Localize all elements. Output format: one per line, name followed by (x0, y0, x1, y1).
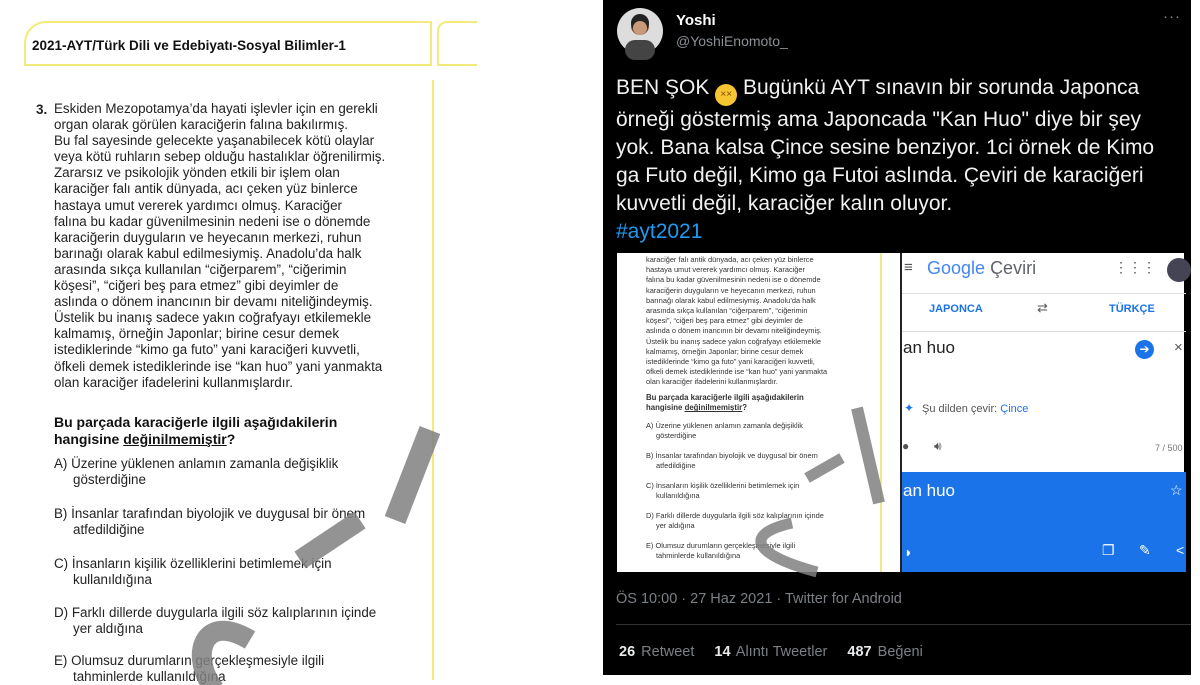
logo-text: Google (927, 258, 986, 278)
watermark (617, 253, 900, 572)
close-icon: × (1174, 339, 1183, 356)
passage-line: falına bu kadar güvenilmesinin nedeni ise o dönemde (646, 275, 821, 285)
media-option-text: atfedildiğine (656, 461, 696, 471)
avatar[interactable] (617, 8, 663, 54)
tweet-stats (619, 644, 939, 660)
arrow-right-icon: ➔ (1135, 340, 1154, 359)
passage-line: arasında sıkça kullanılan “ciğerparem”, “ciğerimin (54, 261, 347, 277)
microphone-icon: ● (902, 439, 910, 453)
option-text: kullanıldığına (73, 572, 152, 587)
passage-line: olan karaciğer ifadelerini kullanmışlardır. (54, 374, 293, 390)
tweet-text-span: Bugünkü AYT sınavın bir sorunda Japonca (737, 76, 1140, 99)
option-text: tahminlerde kullanıldığına (73, 669, 226, 684)
option-text: D) Farklı dillerde duygularla ilgili söz kalıplarının içinde (54, 605, 377, 620)
passage-line: kalmamış, örneğin Japonlar; birine cesur demek (54, 326, 340, 342)
option-text: E) Olumsuz durumların gerçekleşmesiyle ilgili (54, 653, 325, 668)
tweet-line: örneği göstermiş ama Japoncada "Kan Huo" diye bir şey (616, 108, 1142, 131)
tweet-line: kuvvetli değil, karaciğer kalın oluyor. (616, 192, 953, 215)
tweet-media-image[interactable] (617, 253, 1184, 572)
stat-label: Beğeni (877, 644, 923, 660)
passage-line: köşesi”, “ciğeri beş para etmez” gibi deyimler de (54, 278, 339, 294)
passage-line: Üstelik bu inanış sadece yakın coğrafyayı etkilemekle (54, 310, 372, 326)
passage-line: organ olarak görülen karaciğerin falına bakılırmış. (54, 117, 348, 133)
media-option-text: yer aldığına (656, 521, 695, 531)
tweet-line (616, 74, 1186, 106)
passage-line: karaciğer falı antik dünyada, acı çeken yüz binlerce (646, 255, 814, 264)
google-translate-logo (927, 258, 1036, 279)
passage-line: istediklerinde “kimo ga futo” yani karaciğeri kuvvetli, (54, 342, 360, 358)
apps-grid-icon: ⋮⋮⋮ (1114, 259, 1156, 275)
option-text: yer aldığına (73, 621, 143, 636)
passage-line: öfkeli demek istediklerinde ise “kan huo” yani yanmakta (646, 367, 828, 377)
passage-line: Zararsız ve psikolojik yönden etkili bir işlem olan (54, 165, 340, 181)
share-icon: < (1176, 542, 1185, 558)
option-text: B) İnsanlar tarafından biyolojik ve duygusal bir önem (54, 506, 366, 521)
option-text: A) Üzerine yüklenen anlamın zamanla değişiklik (54, 456, 339, 471)
stat-count: 487 (847, 644, 872, 660)
avatar (1167, 258, 1191, 282)
menu-icon: ≡ (904, 259, 913, 276)
passage-line: Üstelik bu inanış sadece yakın coğrafyayı etkilemekle (646, 336, 821, 346)
media-option-text: A) Üzerine yüklenen anlamın zamanla değişiklik (646, 421, 803, 430)
stat-label: Retweet (641, 644, 695, 660)
media-option-text: B) İnsanlar tarafından biyolojik ve duygusal bir önem (646, 451, 818, 460)
passage-line: aslında o dönem inancının bir devamı niteliğindeymiş. (54, 294, 373, 310)
passage-line: hastaya umut vererek yardımcı olmuş. Karaciğer (54, 197, 343, 213)
divider (902, 331, 1186, 332)
stem-line: Bu parçada karaciğerle ilgili aşağıdakilerin (54, 414, 338, 430)
passage-line: köşesi”, “ciğeri beş para etmez” gibi deyimler de (646, 316, 803, 326)
option-text: C) İnsanların kişilik özelliklerini betimlemek için (54, 556, 332, 571)
stat-count: 26 (619, 644, 636, 660)
question-number: 3. (36, 102, 48, 117)
stem-underlined: değinilmemiştir (123, 431, 227, 447)
product-name: Çeviri (990, 258, 1037, 278)
quote-tweet-count[interactable] (714, 644, 827, 660)
tweet-card (603, 0, 1191, 675)
exam-header-title: 2021-AYT/Türk Dili ve Edebiyatı-Sosyal Bilimler-1 (32, 38, 346, 53)
stem-text: hangisine (54, 431, 124, 447)
detect-language (922, 403, 1028, 415)
option-text: gösterdiğine (73, 472, 146, 487)
source-text: an huo (903, 338, 955, 357)
detect-lang: Çince (1000, 403, 1029, 415)
tweet-line: yok. Bana kalsa Çince sesine benziyor. 1ci örnek de Kimo (616, 136, 1155, 159)
option-text: atfedildiğine (73, 522, 145, 537)
like-count[interactable] (847, 644, 922, 660)
passage-line: falına bu kadar güvenilmesinin nedeni ise o dönemde (54, 213, 371, 229)
author-name[interactable]: Yoshi (676, 12, 716, 29)
passage-line: karaciğerin duyguların ve heyecanın merkezi, ruhun (646, 285, 816, 295)
source-language: JAPONCA (929, 303, 983, 315)
output-text: an huo (903, 481, 955, 500)
divider (616, 624, 1191, 625)
tweet-line: ga Futo değil, Kimo ga Futoi aslında. Çeviri de karaciğeri (616, 164, 1144, 187)
stem-text: ? (226, 431, 236, 447)
tweet-timestamp[interactable]: ÖS 10:00 · 27 Haz 2021 · Twitter for Android (616, 591, 902, 607)
media-option-text: tahminlerde kullanıldığına (656, 551, 741, 561)
passage-line: hastaya umut vererek yardımcı olmuş. Karaciğer (646, 265, 805, 275)
detect-label: Şu dilden çevir: (922, 403, 998, 415)
media-option-text: D) Farklı dillerde duygularla ilgili söz kalıplarının içinde (646, 511, 824, 520)
char-count: 7 / 500 (1155, 443, 1183, 453)
tweet-text-span: BEN ŞOK (616, 76, 710, 99)
passage-line: Eskiden Mezopotamya’da hayati işlevler için en gerekli (54, 101, 378, 116)
passage-line: kalmamış, örneğin Japonlar; birine cesur demek (646, 346, 804, 356)
passage-line: istediklerinde “kimo ga futo” yani karaciğeri kuvvetli, (646, 357, 815, 367)
divider (902, 293, 1186, 294)
passage-line: Bu fal sayesinde gelecekte yaşanabilecek kötü olaylar (54, 133, 375, 149)
dizzy-face-emoji-icon: ×× (715, 84, 737, 106)
speaker-icon: ◗ (904, 544, 913, 560)
passage-line: aslında o dönem inancının bir devamı niteliğindeymiş. (646, 326, 822, 336)
passage-line: karaciğer falı antik dünyada, acı çeken yüz binlerce (54, 181, 358, 197)
passage-line: barınağı olarak kabul edilmesiymiş. Anadolu’da halk (646, 295, 816, 305)
swap-icon: ⇄ (1037, 300, 1048, 315)
translation-output (902, 472, 1186, 572)
media-stem-underlined: değinilmemiştir (684, 403, 743, 413)
passage-line: barınağı olarak kabul edilmesiymiş. Anadolu’da halk (54, 245, 362, 261)
passage-line: öfkeli demek istediklerinde ise “kan huo” yani yanmakta (54, 358, 383, 374)
google-translate-screenshot (900, 253, 1184, 572)
stat-label: Alıntı Tweetler (735, 644, 828, 660)
stat-count: 14 (714, 644, 731, 660)
author-handle[interactable]: @YoshiEnomoto_ (676, 33, 788, 49)
media-stem-text: hangisine (646, 403, 685, 413)
retweet-count[interactable] (619, 644, 694, 660)
speaker-icon: 🔊︎ (934, 439, 942, 453)
media-option-text: gösterdiğine (656, 431, 697, 441)
passage-line: veya kötü ruhların sebep olduğu hastalıklar öğrenilirmiş. (54, 149, 386, 165)
media-option-text: E) Olumsuz durumların gerçekleşmesiyle ilgili (646, 541, 796, 550)
target-language: TÜRKÇE (1109, 303, 1155, 315)
exam-page (0, 0, 470, 684)
passage-line: arasında sıkça kullanılan “ciğerparem”, “ciğerimin (646, 306, 808, 316)
hashtag-link[interactable]: #ayt2021 (616, 220, 703, 243)
media-option-text: C) İnsanların kişilik özelliklerini betimlemek için (646, 481, 800, 490)
edit-pencil-icon: ✎ (1139, 542, 1151, 558)
passage-line: karaciğerin duyguların ve heyecanın merkezi, ruhun (54, 229, 362, 245)
media-stem-text: ? (742, 403, 747, 413)
media-option-text: kullanıldığına (656, 491, 700, 501)
copy-icon: ❐ (1102, 542, 1115, 558)
star-icon: ☆ (1170, 482, 1183, 498)
watermark (0, 0, 470, 675)
sparkle-icon: ✦ (904, 401, 915, 415)
more-options-icon[interactable]: ··· (1163, 8, 1181, 25)
media-stem-line: Bu parçada karaciğerle ilgili aşağıdakilerin (646, 393, 804, 402)
tweet-text (616, 74, 1186, 246)
media-exam-excerpt (617, 253, 900, 572)
passage-line: olan karaciğer ifadelerini kullanmışlardır. (646, 377, 778, 387)
